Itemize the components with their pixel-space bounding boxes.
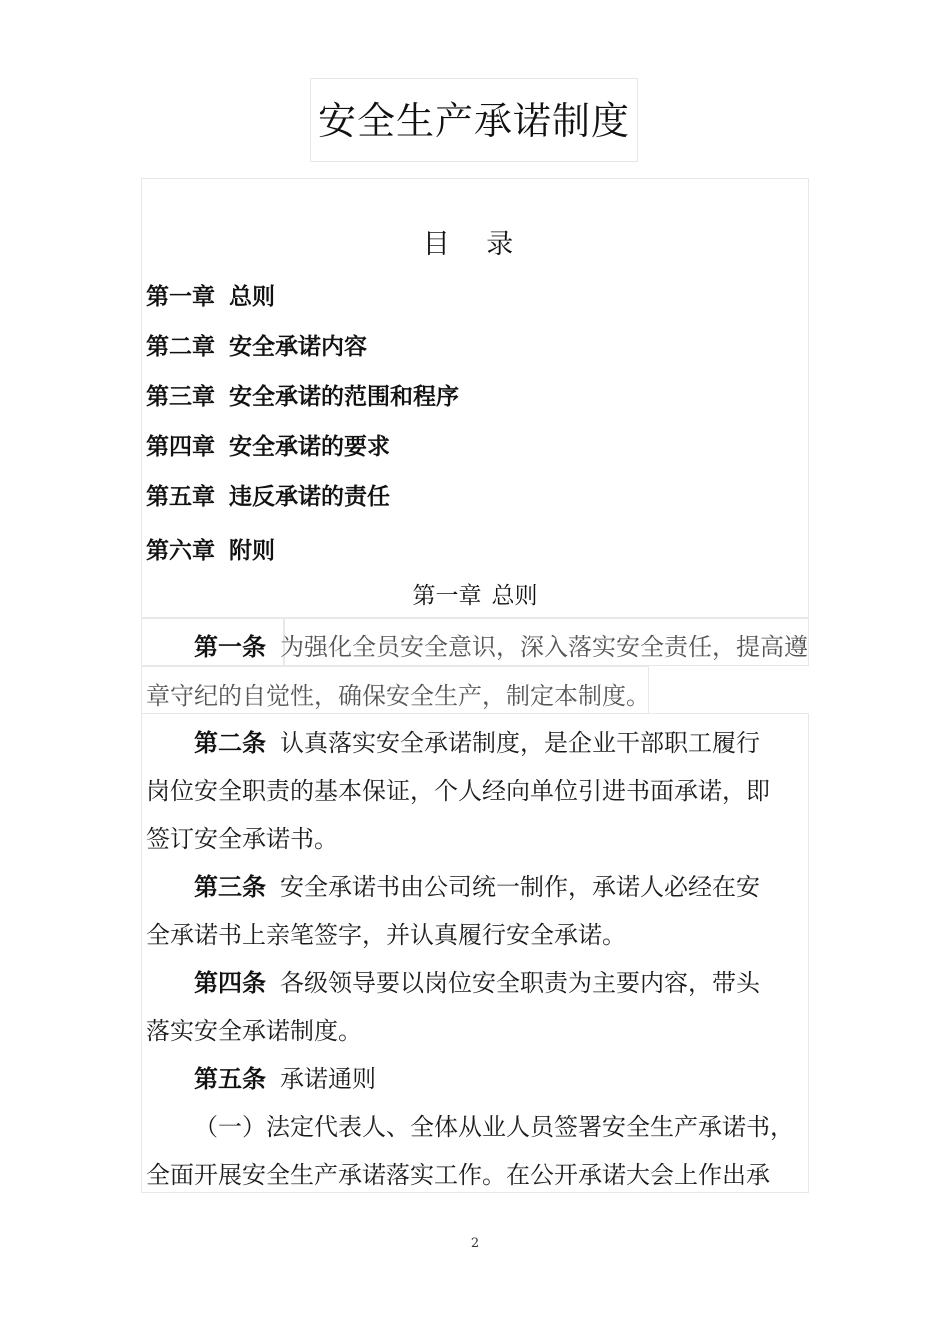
toc-chapter-title: 安全承诺的范围和程序 — [229, 384, 459, 410]
article-label: 第一条 — [194, 633, 266, 661]
toc-chapter-number: 第三章 — [146, 384, 215, 410]
article-1-line-1 — [194, 627, 808, 662]
article-text: 承诺通则 — [280, 1065, 376, 1093]
article-text: 认真落实安全承诺制度，是企业干部职工履行 — [280, 729, 760, 757]
article-text: 安全承诺书由公司统一制作，承诺人必经在安 — [280, 873, 760, 901]
article-4-line-1 — [194, 963, 760, 998]
toc-chapter-title: 安全承诺内容 — [229, 334, 367, 360]
article-3-line-1 — [194, 867, 760, 902]
toc-chapter-number: 第六章 — [146, 538, 215, 564]
article-1-line-2: 章守纪的自觉性，确保安全生产，制定本制度。 — [146, 682, 650, 710]
toc-item-chapter-1 — [146, 278, 275, 311]
toc-item-chapter-4 — [146, 428, 390, 461]
clause-1-line-2: 全面开展安全生产承诺落实工作。在公开承诺大会上作出承 — [146, 1161, 770, 1189]
article-label: 第二条 — [194, 729, 266, 757]
article-text: 各级领导要以岗位安全职责为主要内容，带头 — [280, 969, 760, 997]
toc-heading: 目 录 — [422, 229, 528, 260]
article-label: 第三条 — [194, 873, 266, 901]
toc-item-chapter-5 — [146, 478, 390, 511]
article-text: 为强化全员安全意识，深入落实安全责任，提高遵 — [280, 633, 808, 661]
chapter-number: 第一章 — [412, 583, 482, 609]
article-4-line-2: 落实安全承诺制度。 — [146, 1017, 362, 1045]
chapter-title: 总则 — [491, 583, 538, 609]
article-label: 第四条 — [194, 969, 266, 997]
article-label: 第五条 — [194, 1065, 266, 1093]
chapter-heading — [0, 577, 950, 610]
article-2-line-2: 岗位安全职责的基本保证，个人经向单位引进书面承诺，即 — [146, 777, 770, 805]
toc-chapter-title: 附则 — [229, 538, 275, 564]
article-3-line-2: 全承诺书上亲笔签字，并认真履行安全承诺。 — [146, 921, 626, 949]
toc-item-chapter-6 — [146, 532, 275, 565]
toc-chapter-title: 违反承诺的责任 — [229, 484, 390, 510]
toc-item-chapter-2 — [146, 328, 367, 361]
toc-chapter-number: 第四章 — [146, 434, 215, 460]
clause-1-line-1: （一）法定代表人、全体从业人员签署安全生产承诺书， — [194, 1113, 794, 1141]
article-5-line-1 — [194, 1059, 376, 1094]
toc-chapter-title: 总则 — [229, 284, 275, 310]
page-number: 2 — [470, 1236, 480, 1251]
toc-chapter-title: 安全承诺的要求 — [229, 434, 390, 460]
toc-chapter-number: 第五章 — [146, 484, 215, 510]
title-box — [310, 78, 638, 162]
article-2-line-3: 签订安全承诺书。 — [146, 825, 338, 853]
toc-item-chapter-3 — [146, 378, 459, 411]
toc-chapter-number: 第一章 — [146, 284, 215, 310]
article-2-line-1 — [194, 723, 760, 758]
document-title: 安全生产承诺制度 — [317, 99, 630, 143]
toc-chapter-number: 第二章 — [146, 334, 215, 360]
